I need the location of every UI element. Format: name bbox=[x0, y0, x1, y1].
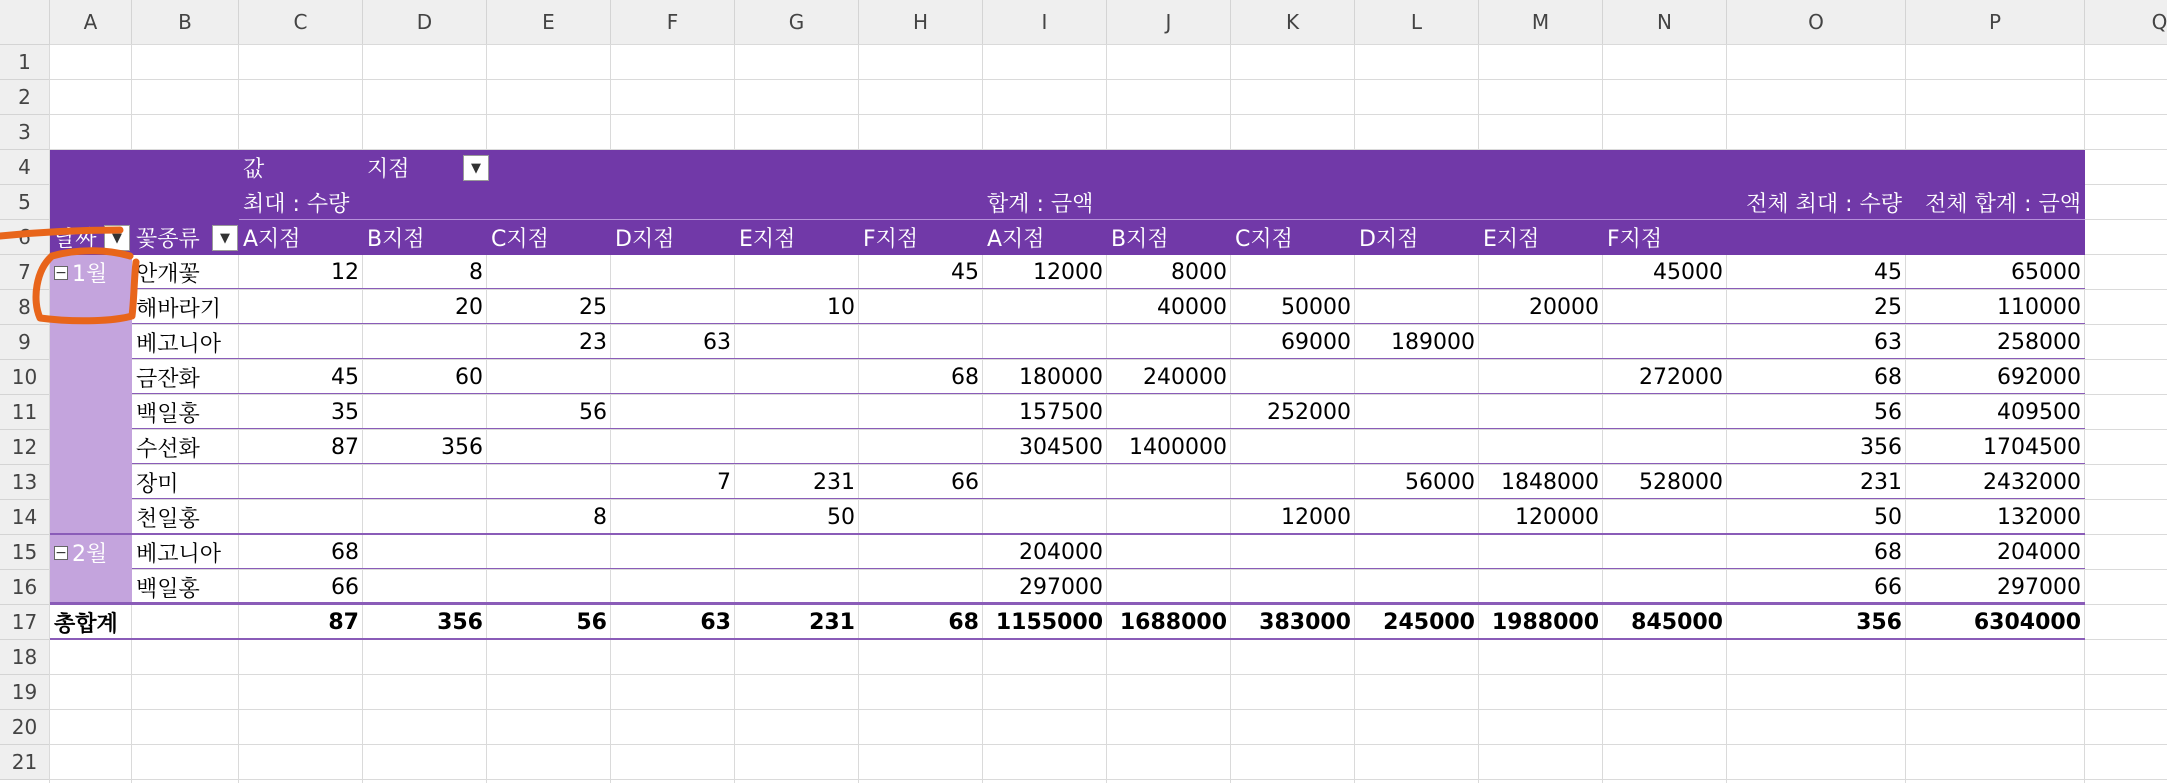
sum-amount-header: 합계 : 금액 bbox=[987, 192, 1094, 217]
row-header-10[interactable]: 10 bbox=[0, 360, 50, 395]
branch-header[interactable]: A지점 bbox=[243, 227, 301, 252]
grand-total-value[interactable]: 68 bbox=[948, 610, 979, 635]
row-header-13[interactable]: 13 bbox=[0, 465, 50, 500]
row-header-6[interactable]: 6 bbox=[0, 220, 50, 255]
value-cell[interactable]: 692000 bbox=[1997, 365, 2081, 390]
value-cell[interactable] bbox=[1603, 500, 1727, 535]
grand-total-value[interactable]: 63 bbox=[700, 610, 731, 635]
branch-header[interactable]: B지점 bbox=[1111, 227, 1169, 252]
value-cell[interactable]: 8 bbox=[469, 260, 483, 285]
value-cell[interactable] bbox=[363, 500, 487, 535]
value-cell[interactable] bbox=[1603, 290, 1727, 325]
value-cell[interactable] bbox=[363, 325, 487, 360]
value-cell[interactable]: 7 bbox=[717, 470, 731, 495]
value-cell[interactable]: 12000 bbox=[1281, 505, 1351, 530]
value-cell[interactable] bbox=[1107, 465, 1231, 500]
flower-label[interactable]: 해바라기 bbox=[136, 297, 222, 322]
value-cell[interactable] bbox=[363, 465, 487, 500]
row-separator bbox=[132, 498, 2085, 499]
branch-header[interactable]: E지점 bbox=[1483, 227, 1540, 252]
row-separator bbox=[132, 393, 2085, 394]
date-group-text: 1월 bbox=[72, 262, 108, 287]
value-cell[interactable]: 180000 bbox=[1019, 365, 1103, 390]
value-cell[interactable]: 157500 bbox=[1019, 400, 1103, 425]
grand-total-value[interactable]: 356 bbox=[437, 610, 483, 635]
value-cell[interactable] bbox=[735, 430, 859, 465]
value-cell[interactable]: 2432000 bbox=[1983, 470, 2081, 495]
branch-header[interactable]: C지점 bbox=[491, 227, 549, 252]
row-header-7[interactable]: 7 bbox=[0, 255, 50, 290]
grand-total-value[interactable]: 383000 bbox=[1259, 610, 1351, 635]
value-cell[interactable]: 69000 bbox=[1281, 330, 1351, 355]
dropdown-arrow-icon[interactable]: ▼ bbox=[104, 225, 130, 251]
value-cell[interactable] bbox=[1479, 535, 1603, 570]
row-header-1[interactable]: 1 bbox=[0, 45, 50, 80]
grand-total-label[interactable]: 총합계 bbox=[54, 612, 118, 637]
value-cell[interactable] bbox=[611, 535, 735, 570]
column-header-c[interactable]: C bbox=[239, 0, 363, 45]
value-cell[interactable] bbox=[735, 255, 859, 290]
row-header-3[interactable]: 3 bbox=[0, 115, 50, 150]
value-cell[interactable]: 68 bbox=[331, 540, 359, 565]
value-cell[interactable]: 304500 bbox=[1019, 435, 1103, 460]
row-field-flower-label[interactable]: 꽃종류 bbox=[136, 227, 200, 252]
grand-total-value[interactable]: 56 bbox=[576, 610, 607, 635]
branch-header[interactable]: F지점 bbox=[863, 227, 919, 252]
value-cell[interactable] bbox=[735, 535, 859, 570]
value-cell[interactable]: 356 bbox=[1860, 435, 1902, 460]
column-header-o[interactable]: O bbox=[1727, 0, 1906, 45]
column-header-h[interactable]: H bbox=[859, 0, 983, 45]
value-cell[interactable] bbox=[487, 360, 611, 395]
value-cell[interactable]: 66 bbox=[1874, 575, 1902, 600]
value-cell[interactable] bbox=[1107, 395, 1231, 430]
value-cell[interactable] bbox=[1603, 535, 1727, 570]
value-cell[interactable] bbox=[239, 325, 363, 360]
value-cell[interactable]: 1848000 bbox=[1501, 470, 1599, 495]
branch-header[interactable]: D지점 bbox=[1359, 227, 1419, 252]
row-header-17[interactable]: 17 bbox=[0, 605, 50, 640]
value-cell[interactable]: 56 bbox=[579, 400, 607, 425]
value-cell[interactable] bbox=[487, 255, 611, 290]
branch-header[interactable]: F지점 bbox=[1607, 227, 1663, 252]
grand-total-value[interactable]: 1988000 bbox=[1491, 610, 1599, 635]
value-cell[interactable]: 68 bbox=[1874, 540, 1902, 565]
row-header-8[interactable]: 8 bbox=[0, 290, 50, 325]
value-cell[interactable] bbox=[1355, 500, 1479, 535]
value-cell[interactable]: 68 bbox=[1874, 365, 1902, 390]
value-cell[interactable]: 204000 bbox=[1997, 540, 2081, 565]
row-header-15[interactable]: 15 bbox=[0, 535, 50, 570]
value-cell[interactable]: 66 bbox=[951, 470, 979, 495]
filter-icon[interactable]: ▼ bbox=[212, 225, 238, 251]
row-separator bbox=[132, 323, 2085, 324]
value-cell[interactable]: 20 bbox=[455, 295, 483, 320]
value-cell[interactable] bbox=[1479, 570, 1603, 605]
row-header-19[interactable]: 19 bbox=[0, 675, 50, 710]
value-cell[interactable] bbox=[1355, 570, 1479, 605]
value-cell[interactable]: 45000 bbox=[1653, 260, 1723, 285]
row-header-2[interactable]: 2 bbox=[0, 80, 50, 115]
date-group-label[interactable] bbox=[50, 255, 132, 290]
grid-hline bbox=[50, 79, 2167, 80]
value-cell[interactable] bbox=[735, 360, 859, 395]
value-cell[interactable]: 10 bbox=[827, 295, 855, 320]
value-cell[interactable]: 12000 bbox=[1033, 260, 1103, 285]
column-header-j[interactable]: J bbox=[1107, 0, 1231, 45]
value-cell[interactable]: 25 bbox=[579, 295, 607, 320]
value-cell[interactable] bbox=[1479, 395, 1603, 430]
values-label: 값 bbox=[243, 157, 265, 182]
value-cell[interactable] bbox=[487, 535, 611, 570]
value-cell[interactable]: 35 bbox=[331, 400, 359, 425]
value-cell[interactable] bbox=[1231, 430, 1355, 465]
branch-header[interactable]: A지점 bbox=[987, 227, 1045, 252]
column-header-d[interactable]: D bbox=[363, 0, 487, 45]
row-separator bbox=[132, 463, 2085, 464]
value-cell[interactable]: 1400000 bbox=[1129, 435, 1227, 460]
value-cell[interactable] bbox=[859, 570, 983, 605]
value-cell[interactable] bbox=[859, 500, 983, 535]
row-header-14[interactable]: 14 bbox=[0, 500, 50, 535]
value-cell[interactable] bbox=[1479, 325, 1603, 360]
flower-label[interactable]: 안개꽃 bbox=[136, 262, 200, 287]
value-cell[interactable] bbox=[487, 465, 611, 500]
grand-total-value[interactable]: 1155000 bbox=[995, 610, 1103, 635]
column-header-b[interactable]: B bbox=[132, 0, 239, 45]
branch-header[interactable]: B지점 bbox=[367, 227, 425, 252]
branch-header[interactable]: D지점 bbox=[615, 227, 675, 252]
value-cell[interactable]: 50 bbox=[827, 505, 855, 530]
minus-box-icon[interactable]: − bbox=[55, 264, 67, 281]
grid-hline bbox=[50, 744, 2167, 745]
column-header-g[interactable]: G bbox=[735, 0, 859, 45]
value-cell[interactable]: 252000 bbox=[1267, 400, 1351, 425]
row-header-16[interactable]: 16 bbox=[0, 570, 50, 605]
date-group-label[interactable] bbox=[50, 535, 132, 570]
value-cell[interactable] bbox=[1355, 360, 1479, 395]
value-cell[interactable]: 68 bbox=[951, 365, 979, 390]
grand-total-value[interactable]: 356 bbox=[1856, 610, 1902, 635]
grand-max-header: 전체 최대 : 수량 bbox=[1746, 192, 1902, 217]
value-cell[interactable] bbox=[735, 325, 859, 360]
value-cell[interactable]: 189000 bbox=[1391, 330, 1475, 355]
value-cell[interactable]: 272000 bbox=[1639, 365, 1723, 390]
value-cell[interactable] bbox=[611, 430, 735, 465]
value-cell[interactable] bbox=[611, 395, 735, 430]
value-cell[interactable]: 231 bbox=[1860, 470, 1902, 495]
value-cell[interactable]: 297000 bbox=[1997, 575, 2081, 600]
value-cell[interactable]: 25 bbox=[1874, 295, 1902, 320]
value-cell[interactable] bbox=[1355, 535, 1479, 570]
value-cell[interactable] bbox=[1479, 360, 1603, 395]
value-cell[interactable]: 409500 bbox=[1997, 400, 2081, 425]
grand-total-value[interactable]: 1688000 bbox=[1119, 610, 1227, 635]
value-cell[interactable]: 297000 bbox=[1019, 575, 1103, 600]
value-cell[interactable] bbox=[363, 535, 487, 570]
value-cell[interactable]: 65000 bbox=[2011, 260, 2081, 285]
value-cell[interactable] bbox=[1479, 255, 1603, 290]
grand-total-bottom-border bbox=[50, 638, 2085, 640]
column-header-e[interactable]: E bbox=[487, 0, 611, 45]
value-cell[interactable] bbox=[859, 535, 983, 570]
value-cell[interactable]: 132000 bbox=[1997, 505, 2081, 530]
value-cell[interactable]: 66 bbox=[331, 575, 359, 600]
value-cell[interactable]: 20000 bbox=[1529, 295, 1599, 320]
branch-header[interactable]: C지점 bbox=[1235, 227, 1293, 252]
value-cell[interactable]: 1704500 bbox=[1983, 435, 2081, 460]
flower-label[interactable]: 베고니아 bbox=[136, 542, 222, 567]
dropdown-arrow-icon[interactable]: ▼ bbox=[463, 155, 489, 181]
row-field-date-label[interactable]: 날짜 bbox=[54, 227, 97, 252]
value-cell[interactable]: 120000 bbox=[1515, 505, 1599, 530]
value-cell[interactable] bbox=[1107, 535, 1231, 570]
value-cell[interactable] bbox=[239, 465, 363, 500]
value-cell[interactable] bbox=[1479, 430, 1603, 465]
value-cell[interactable] bbox=[1231, 255, 1355, 290]
row-header-5[interactable]: 5 bbox=[0, 185, 50, 220]
value-cell[interactable]: 45 bbox=[1874, 260, 1902, 285]
value-cell[interactable] bbox=[1355, 255, 1479, 290]
value-cell[interactable]: 231 bbox=[813, 470, 855, 495]
value-cell[interactable]: 204000 bbox=[1019, 540, 1103, 565]
column-header-a[interactable]: A bbox=[50, 0, 132, 45]
flower-label[interactable]: 백일홍 bbox=[136, 402, 200, 427]
flower-label[interactable]: 백일홍 bbox=[136, 577, 200, 602]
value-cell[interactable] bbox=[735, 395, 859, 430]
select-all-corner[interactable] bbox=[0, 0, 50, 45]
value-cell[interactable] bbox=[1603, 570, 1727, 605]
value-cell[interactable]: 56000 bbox=[1405, 470, 1475, 495]
grid-hline bbox=[50, 44, 2167, 45]
flower-label[interactable]: 수선화 bbox=[136, 437, 200, 462]
row-separator bbox=[132, 428, 2085, 429]
branch-header[interactable]: E지점 bbox=[739, 227, 796, 252]
row-header-9[interactable]: 9 bbox=[0, 325, 50, 360]
date-group-text: 2월 bbox=[72, 542, 108, 567]
grand-sum-header: 전체 합계 : 금액 bbox=[1925, 192, 2081, 217]
value-cell[interactable] bbox=[1231, 465, 1355, 500]
value-cell[interactable]: 110000 bbox=[1997, 295, 2081, 320]
value-cell[interactable] bbox=[487, 430, 611, 465]
grand-total-value[interactable]: 245000 bbox=[1383, 610, 1475, 635]
column-header-l[interactable]: L bbox=[1355, 0, 1479, 45]
value-cell[interactable]: 87 bbox=[331, 435, 359, 460]
value-cell[interactable] bbox=[239, 500, 363, 535]
value-cell[interactable] bbox=[611, 255, 735, 290]
row-header-12[interactable]: 12 bbox=[0, 430, 50, 465]
row-separator bbox=[132, 288, 2085, 289]
group-separator bbox=[50, 533, 2085, 535]
value-cell[interactable] bbox=[1603, 430, 1727, 465]
value-cell[interactable]: 45 bbox=[331, 365, 359, 390]
value-cell[interactable] bbox=[1355, 430, 1479, 465]
value-cell[interactable] bbox=[983, 500, 1107, 535]
grand-total-value[interactable]: 87 bbox=[328, 610, 359, 635]
value-cell[interactable] bbox=[1231, 360, 1355, 395]
value-cell[interactable] bbox=[363, 395, 487, 430]
value-cell[interactable]: 258000 bbox=[1997, 330, 2081, 355]
value-cell[interactable] bbox=[239, 290, 363, 325]
row-header-11[interactable]: 11 bbox=[0, 395, 50, 430]
row-separator bbox=[132, 358, 2085, 359]
value-cell[interactable]: 8 bbox=[593, 505, 607, 530]
value-cell[interactable] bbox=[859, 430, 983, 465]
value-cell[interactable] bbox=[611, 290, 735, 325]
row-header-4[interactable]: 4 bbox=[0, 150, 50, 185]
grid-hline bbox=[50, 779, 2167, 780]
value-cell[interactable]: 240000 bbox=[1143, 365, 1227, 390]
value-cell[interactable]: 63 bbox=[1874, 330, 1902, 355]
column-header-f[interactable]: F bbox=[611, 0, 735, 45]
value-cell[interactable] bbox=[859, 395, 983, 430]
value-cell[interactable] bbox=[1107, 500, 1231, 535]
grid-hline bbox=[50, 114, 2167, 115]
value-cell[interactable] bbox=[611, 360, 735, 395]
value-cell[interactable] bbox=[1107, 570, 1231, 605]
value-cell[interactable] bbox=[363, 570, 487, 605]
value-cell[interactable] bbox=[735, 570, 859, 605]
value-cell[interactable] bbox=[983, 465, 1107, 500]
flower-label[interactable]: 천일홍 bbox=[136, 507, 200, 532]
value-cell[interactable] bbox=[1231, 535, 1355, 570]
value-cell[interactable] bbox=[1107, 325, 1231, 360]
value-cell[interactable] bbox=[859, 325, 983, 360]
row-separator bbox=[132, 568, 2085, 569]
value-cell[interactable] bbox=[1355, 395, 1479, 430]
column-header-m[interactable]: M bbox=[1479, 0, 1603, 45]
value-cell[interactable]: 528000 bbox=[1639, 470, 1723, 495]
value-cell[interactable]: 56 bbox=[1874, 400, 1902, 425]
minus-box-icon[interactable]: − bbox=[55, 544, 67, 561]
value-cell[interactable]: 23 bbox=[579, 330, 607, 355]
value-cell[interactable]: 50 bbox=[1874, 505, 1902, 530]
column-header-q[interactable]: Q bbox=[2085, 0, 2167, 45]
row-header-21[interactable]: 21 bbox=[0, 745, 50, 780]
value-cell[interactable] bbox=[1231, 570, 1355, 605]
grand-total-value[interactable]: 6304000 bbox=[1973, 610, 2081, 635]
flower-label[interactable]: 장미 bbox=[136, 472, 179, 497]
value-cell[interactable]: 8000 bbox=[1171, 260, 1227, 285]
value-cell[interactable]: 356 bbox=[441, 435, 483, 460]
value-cell[interactable]: 45 bbox=[951, 260, 979, 285]
value-cell[interactable] bbox=[487, 570, 611, 605]
row-header-20[interactable]: 20 bbox=[0, 710, 50, 745]
value-cell[interactable] bbox=[859, 290, 983, 325]
value-cell[interactable] bbox=[983, 325, 1107, 360]
value-cell[interactable]: 50000 bbox=[1281, 295, 1351, 320]
flower-label[interactable]: 금잔화 bbox=[136, 367, 200, 392]
column-header-k[interactable]: K bbox=[1231, 0, 1355, 45]
value-cell[interactable] bbox=[983, 290, 1107, 325]
value-cell[interactable]: 63 bbox=[703, 330, 731, 355]
grid-hline bbox=[50, 709, 2167, 710]
value-cell[interactable] bbox=[1355, 290, 1479, 325]
column-header-n[interactable]: N bbox=[1603, 0, 1727, 45]
value-cell[interactable] bbox=[1603, 325, 1727, 360]
value-cell[interactable] bbox=[611, 570, 735, 605]
value-cell[interactable]: 60 bbox=[455, 365, 483, 390]
grand-total-value[interactable]: 845000 bbox=[1631, 610, 1723, 635]
grid-hline bbox=[50, 674, 2167, 675]
column-field-label: 지점 bbox=[367, 157, 410, 182]
value-cell[interactable] bbox=[1603, 395, 1727, 430]
column-header-i[interactable]: I bbox=[983, 0, 1107, 45]
max-qty-header: 최대 : 수량 bbox=[243, 192, 350, 217]
value-cell[interactable]: 40000 bbox=[1157, 295, 1227, 320]
row-header-18[interactable]: 18 bbox=[0, 640, 50, 675]
grand-total-value[interactable]: 231 bbox=[809, 610, 855, 635]
column-header-p[interactable]: P bbox=[1906, 0, 2085, 45]
flower-label[interactable]: 베고니아 bbox=[136, 332, 222, 357]
value-cell[interactable]: 12 bbox=[331, 260, 359, 285]
value-cell[interactable] bbox=[611, 500, 735, 535]
